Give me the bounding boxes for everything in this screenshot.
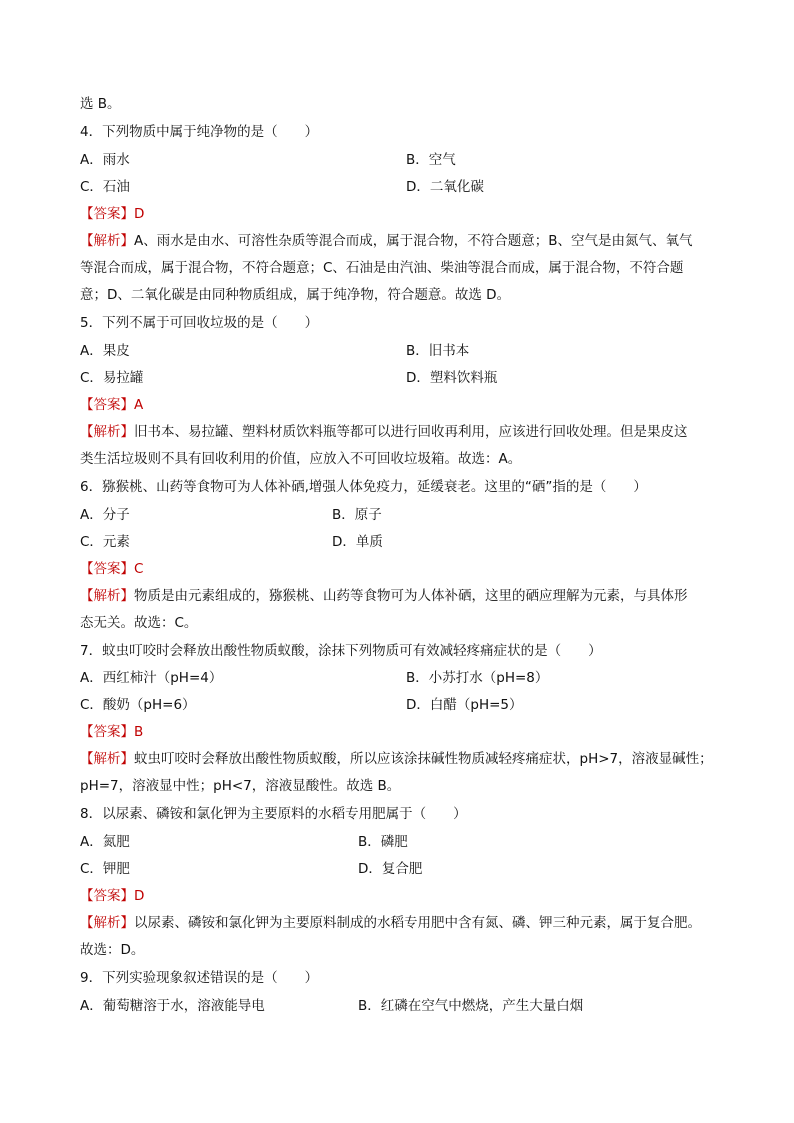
question-8-option-b: B．磷肥 xyxy=(358,834,408,850)
question-8-analysis-line-1 xyxy=(80,913,701,933)
answer-value: D xyxy=(134,206,145,222)
analysis-text: A、雨水是由水、可溶性杂质等混合而成，属于混合物，不符合题意；B、空气是由氮气、氧气 xyxy=(134,233,693,249)
question-8-answer xyxy=(80,886,144,906)
question-4-stem: 4．下列物质中属于纯净物的是（ ） xyxy=(80,124,319,140)
answer-value: C xyxy=(134,561,144,577)
analysis-text: 以尿素、磷铵和氯化钾为主要原料制成的水稻专用肥中含有氮、磷、钾三种元素，属于复合肥。 xyxy=(134,915,701,931)
question-7-option-b: B．小苏打水（pH=8） xyxy=(406,670,549,686)
analysis-tag: 【解析】 xyxy=(80,424,134,440)
question-5-answer xyxy=(80,395,143,415)
question-7-analysis-line-2: pH=7，溶液显中性；pH<7，溶液显酸性。故选 B。 xyxy=(80,778,401,794)
question-9-option-a: A．葡萄糖溶于水，溶液能导电 xyxy=(80,998,265,1014)
question-6-analysis-line-1 xyxy=(80,586,688,606)
question-7-answer xyxy=(80,722,143,742)
analysis-tag: 【解析】 xyxy=(80,233,134,249)
question-4-option-c: C．石油 xyxy=(80,179,130,195)
question-4-analysis-line-1 xyxy=(80,231,693,251)
question-4-analysis-line-2: 等混合而成，属于混合物，不符合题意；C、石油是由汽油、柴油等混合而成，属于混合物，不符合题 xyxy=(80,260,684,276)
question-7-option-c: C．酸奶（pH=6） xyxy=(80,697,196,713)
question-7-option-d: D．白醋（pH=5） xyxy=(406,697,523,713)
question-8-option-d: D．复合肥 xyxy=(358,861,423,877)
question-4-analysis-line-3: 意；D、二氧化碳是由同种物质组成，属于纯净物，符合题意。故选 D。 xyxy=(80,287,511,303)
answer-tag: 【答案】 xyxy=(80,397,134,413)
question-5-analysis-line-1 xyxy=(80,422,688,442)
question-7-stem: 7．蚊虫叮咬时会释放出酸性物质蚁酸，涂抹下列物质可有效减轻疼痛症状的是（ ） xyxy=(80,643,602,659)
answer-value: D xyxy=(134,888,145,904)
question-4-option-b: B．空气 xyxy=(406,152,456,168)
question-9-stem: 9．下列实验现象叙述错误的是（ ） xyxy=(80,970,319,986)
answer-value: B xyxy=(134,724,144,740)
analysis-text: 物质是由元素组成的，猕猴桃、山药等食物可为人体补硒，这里的硒应理解为元素，与具体形 xyxy=(134,588,688,604)
question-4-answer xyxy=(80,204,144,224)
question-5-option-a: A．果皮 xyxy=(80,343,130,359)
answer-tag: 【答案】 xyxy=(80,724,134,740)
analysis-tag: 【解析】 xyxy=(80,588,134,604)
question-5-option-c: C．易拉罐 xyxy=(80,370,144,386)
question-5-option-d: D．塑料饮料瓶 xyxy=(406,370,498,386)
question-6-option-b: B．原子 xyxy=(332,507,382,523)
answer-tag: 【答案】 xyxy=(80,206,134,222)
analysis-text: 旧书本、易拉罐、塑料材质饮料瓶等都可以进行回收再利用，应该进行回收处理。但是果皮这 xyxy=(134,424,688,440)
question-8-option-c: C．钾肥 xyxy=(80,861,130,877)
question-8-analysis-line-2: 故选：D。 xyxy=(80,942,145,958)
question-7-analysis-line-1 xyxy=(80,749,713,769)
analysis-tag: 【解析】 xyxy=(80,915,134,931)
question-6-option-d: D．单质 xyxy=(332,534,383,550)
question-6-option-c: C．元素 xyxy=(80,534,130,550)
question-6-analysis-line-2: 态无关。故选：C。 xyxy=(80,615,198,631)
question-6-stem: 6．猕猴桃、山药等食物可为人体补硒,增强人体免疫力，延缓衰老。这里的“硒”指的是（ ） xyxy=(80,479,647,495)
answer-value: A xyxy=(134,397,144,413)
question-6-option-a: A．分子 xyxy=(80,507,130,523)
question-5-option-b: B．旧书本 xyxy=(406,343,470,359)
question-9-option-b: B．红磷在空气中燃烧，产生大量白烟 xyxy=(358,998,584,1014)
lead-line: 选 B。 xyxy=(80,96,121,112)
question-4-option-a: A．雨水 xyxy=(80,152,130,168)
question-8-stem: 8．以尿素、磷铵和氯化钾为主要原料的水稻专用肥属于（ ） xyxy=(80,806,467,822)
question-7-option-a: A．西红柿汁（pH=4） xyxy=(80,670,223,686)
question-6-answer xyxy=(80,559,143,579)
question-4-option-d: D．二氧化碳 xyxy=(406,179,484,195)
question-5-analysis-line-2: 类生活垃圾则不具有回收利用的价值，应放入不可回收垃圾箱。故选：A。 xyxy=(80,451,522,467)
answer-tag: 【答案】 xyxy=(80,561,134,577)
question-5-stem: 5．下列不属于可回收垃圾的是（ ） xyxy=(80,315,319,331)
analysis-text: 蚊虫叮咬时会释放出酸性物质蚁酸，所以应该涂抹碱性物质减轻疼痛症状，pH>7，溶液显碱性； xyxy=(134,751,713,767)
answer-tag: 【答案】 xyxy=(80,888,134,904)
question-8-option-a: A．氮肥 xyxy=(80,834,130,850)
analysis-tag: 【解析】 xyxy=(80,751,134,767)
